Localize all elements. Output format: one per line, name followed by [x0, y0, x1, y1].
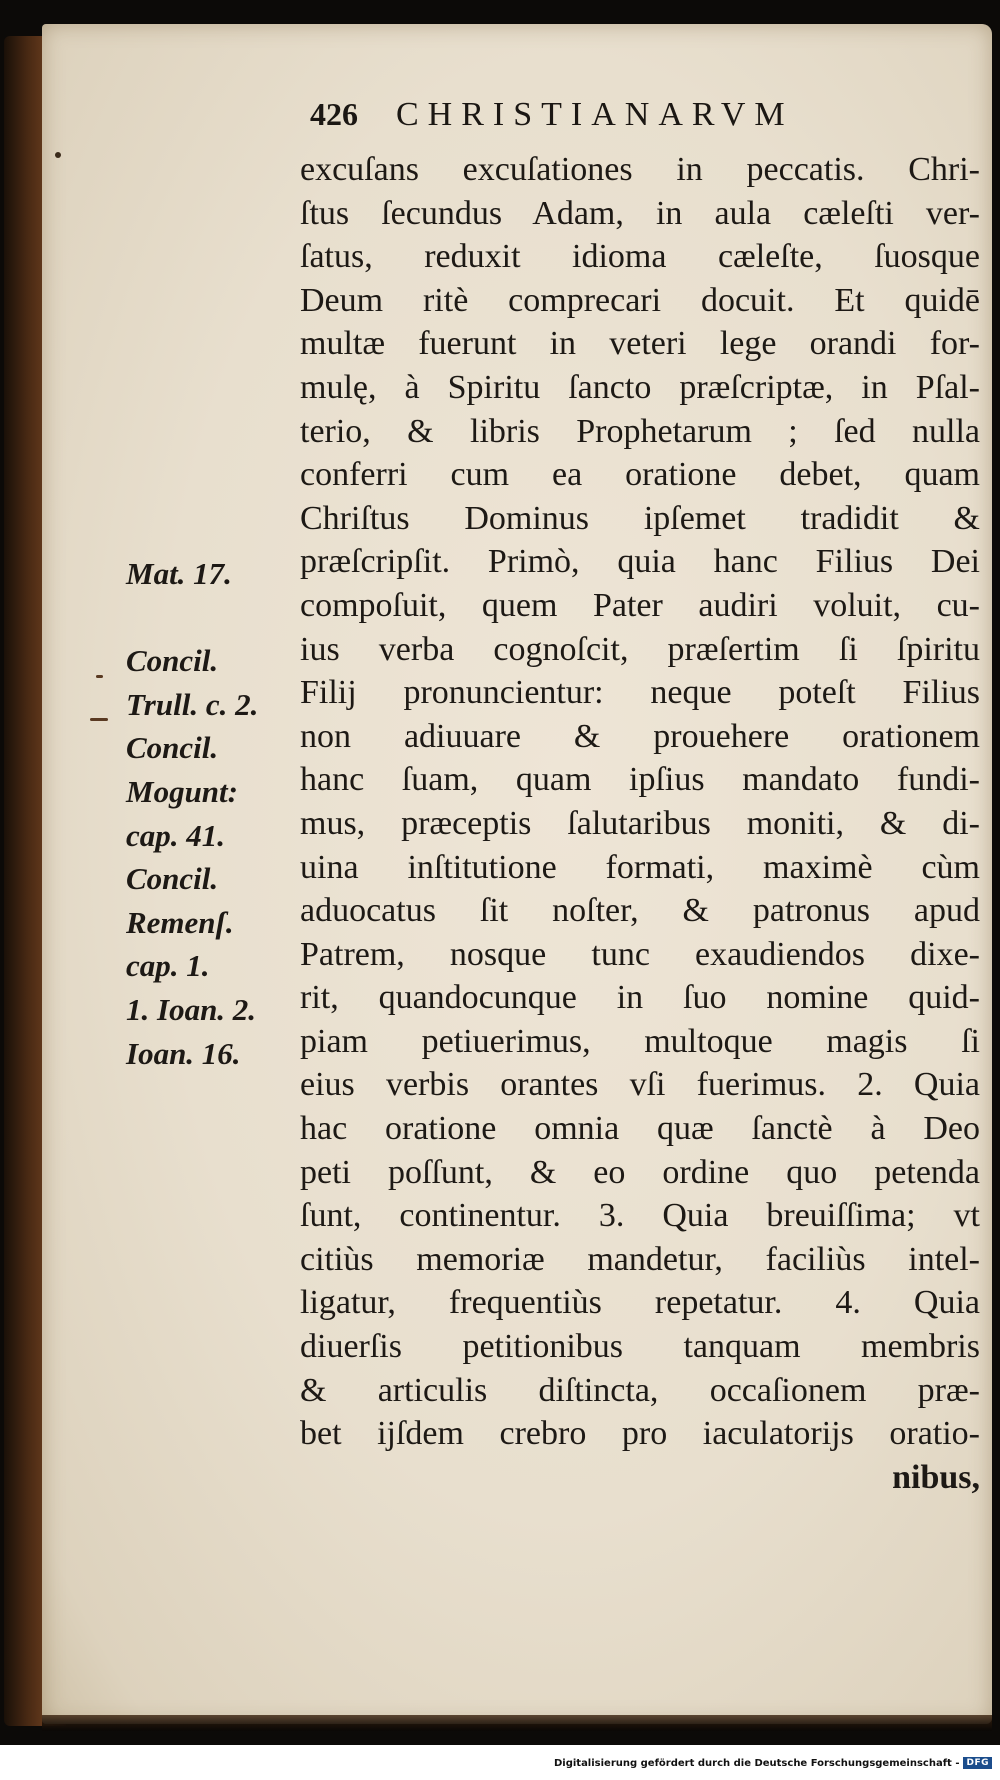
text-line: ligatur, frequentiùs repetatur. 4. Quia	[300, 1284, 980, 1322]
margin-note: Mat. 17.	[126, 556, 232, 591]
margin-note: Concil.	[126, 730, 219, 766]
text-line: ſunt, continentur. 3. Quia breuiſſima; vt	[300, 1197, 980, 1235]
text-line: peti poſſunt, & eo ordine quo petenda	[300, 1153, 980, 1191]
text-line: non adiuuare & prouehere orationem	[300, 717, 980, 755]
margin-note: cap. 1.	[126, 948, 210, 984]
body-text	[300, 148, 980, 1499]
margin-note: Concil.	[126, 861, 219, 897]
text-line: excuſans excuſationes in peccatis. Chri-	[300, 151, 980, 188]
margin-mark	[55, 152, 61, 158]
footer-credit	[554, 1757, 992, 1769]
text-line: rit, quandocunque in ſuo nomine quid-	[300, 979, 980, 1017]
margin-note: Mogunt:	[126, 773, 238, 809]
margin-note: Concil.	[126, 643, 219, 679]
page-header	[310, 96, 794, 146]
margin-mark	[96, 675, 103, 678]
page-bottom-shadow	[42, 1715, 992, 1731]
text-line: conferri cum ea oratione debet, quam	[300, 456, 980, 494]
text-line: aduocatus ſit noſter, & patronus apud	[300, 892, 980, 930]
text-line: piam petiuerimus, multoque magis ſi	[300, 1022, 980, 1060]
page-number: 426	[310, 96, 358, 132]
margin-note: Remenſ.	[126, 904, 234, 940]
text-line: multæ fuerunt in veteri lege orandi for-	[300, 325, 980, 363]
text-line: Filij pronuncientur: neque poteſt Filius	[300, 674, 980, 712]
margin-note	[126, 596, 296, 640]
text-line: citiùs memoriæ mandetur, faciliùs intel-	[300, 1240, 980, 1278]
text-line: compoſuit, quem Pater audiri voluit, cu-	[300, 586, 980, 624]
running-title: CHRISTIANARVM	[396, 96, 794, 133]
text-line: Chriſtus Dominus ipſemet tradidit &	[300, 499, 980, 537]
text-line: mulę, à Spiritu ſancto præſcriptæ, in Pſal-	[300, 368, 980, 406]
text-line: mus, præceptis ſalutaribus moniti, & di-	[300, 804, 980, 842]
text-line: uina inſtitutione formati, maximè cùm	[300, 848, 980, 886]
margin-notes	[126, 552, 296, 1075]
text-line: bet ijſdem crebro pro iaculatorijs oratio-	[300, 1415, 980, 1453]
margin-note: Trull. c. 2.	[126, 686, 259, 722]
margin-note: 1. Ioan. 2.	[126, 991, 257, 1027]
text-line: eius verbis orantes vſi fuerimus. 2. Quia	[300, 1066, 980, 1104]
catchword: nibus,	[892, 1458, 980, 1496]
margin-mark	[90, 718, 108, 721]
text-line: ſtus ſecundus Adam, in aula cæleſti ver-	[300, 194, 980, 232]
dfg-logo: DFG	[963, 1757, 992, 1769]
text-line: & articulis diſtincta, occaſionem præ-	[300, 1371, 980, 1409]
margin-note: Ioan. 16.	[126, 1035, 241, 1071]
text-line: hanc ſuam, quam ipſius mandato fundi-	[300, 761, 980, 799]
text-line: hac oratione omnia quæ ſanctè à Deo	[300, 1110, 980, 1148]
text-line: Deum ritè comprecari docuit. Et quidē	[300, 281, 980, 319]
text-line: diuerſis petitionibus tanquam membris	[300, 1328, 980, 1366]
footer-credit-text: Digitalisierung gefördert durch die Deutsche Forschungsgemeinschaft -	[553, 1757, 960, 1769]
text-line: ius verba cognoſcit, præſertim ſi ſpiritu	[300, 630, 980, 668]
text-line: præſcripſit. Primò, quia hanc Filius Dei	[300, 543, 980, 581]
text-line: terio, & libris Prophetarum ; ſed nulla	[300, 412, 980, 450]
text-line: Patrem, nosque tunc exaudiendos dixe-	[300, 935, 980, 973]
text-line: ſatus, reduxit idioma cæleſte, ſuosque	[300, 238, 980, 276]
margin-note: cap. 41.	[126, 817, 226, 853]
